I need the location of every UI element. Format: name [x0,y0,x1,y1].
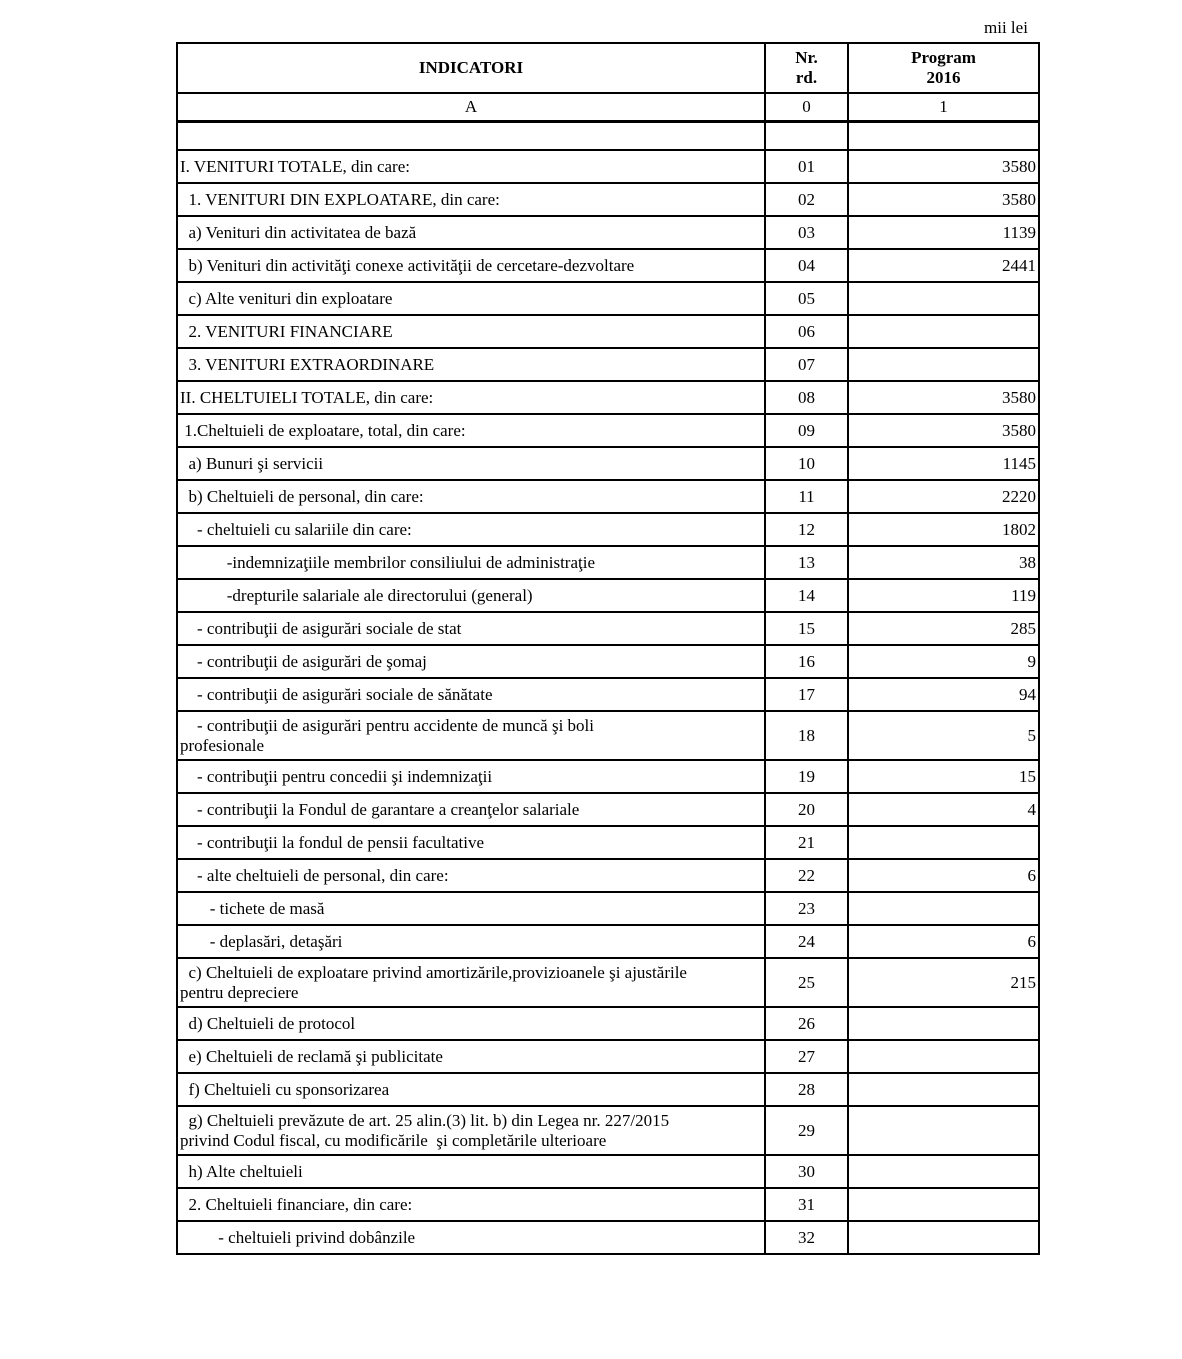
indicator-label: f) Cheltuieli cu sponsorizarea [177,1073,765,1106]
row-number: 30 [765,1155,848,1188]
program-value: 2441 [848,249,1039,282]
program-value: 119 [848,579,1039,612]
program-value: 5 [848,711,1039,760]
header-nr: Nr. rd. [765,43,848,93]
row-number: 18 [765,711,848,760]
row-number: 15 [765,612,848,645]
table-header-row [177,43,1039,93]
program-value: 2220 [848,480,1039,513]
program-value [848,1221,1039,1254]
row-number: 11 [765,480,848,513]
table-row [177,348,1039,381]
program-value: 9 [848,645,1039,678]
program-value [848,315,1039,348]
row-number: 09 [765,414,848,447]
row-number: 01 [765,150,848,183]
table-row [177,612,1039,645]
indicator-label: a) Venituri din activitatea de bază [177,216,765,249]
table-row [177,958,1039,1007]
row-number: 20 [765,793,848,826]
program-value [848,1106,1039,1155]
indicator-label: h) Alte cheltuieli [177,1155,765,1188]
row-number: 23 [765,892,848,925]
row-number: 32 [765,1221,848,1254]
program-value [848,1007,1039,1040]
unit-label: mii lei [984,18,1028,37]
table-row [177,513,1039,546]
row-number: 06 [765,315,848,348]
program-value: 6 [848,859,1039,892]
row-number: 22 [765,859,848,892]
row-number: 13 [765,546,848,579]
indicator-label: b) Venituri din activităţi conexe activităţii de cercetare-dezvoltare [177,249,765,282]
table-row [177,760,1039,793]
indicator-label: e) Cheltuieli de reclamă şi publicitate [177,1040,765,1073]
header-program: Program 2016 [848,43,1039,93]
table-row [177,216,1039,249]
indicator-label: -drepturile salariale ale directorului (general) [177,579,765,612]
table-row [177,1040,1039,1073]
indicator-label: d) Cheltuieli de protocol [177,1007,765,1040]
table-row [177,480,1039,513]
row-number: 25 [765,958,848,1007]
program-value: 3580 [848,414,1039,447]
indicator-label: b) Cheltuieli de personal, din care: [177,480,765,513]
table-row [177,1073,1039,1106]
table-row [177,447,1039,480]
row-number: 19 [765,760,848,793]
row-number: 05 [765,282,848,315]
program-value: 38 [848,546,1039,579]
table-row [177,793,1039,826]
table-row [177,1155,1039,1188]
row-number: 08 [765,381,848,414]
row-number: 26 [765,1007,848,1040]
table-row [177,1106,1039,1155]
program-value: 1802 [848,513,1039,546]
row-number: 17 [765,678,848,711]
indicator-label: - deplasări, detaşări [177,925,765,958]
program-value: 94 [848,678,1039,711]
table-row [177,1188,1039,1221]
column-letter-a: A [177,93,765,122]
indicator-label: 3. VENITURI EXTRAORDINARE [177,348,765,381]
program-value [848,892,1039,925]
table-row [177,315,1039,348]
indicator-label: - contribuţii de asigurări sociale de sănătate [177,678,765,711]
program-value [848,348,1039,381]
row-number: 14 [765,579,848,612]
column-letter-0: 0 [765,93,848,122]
column-letter-1: 1 [848,93,1039,122]
indicator-label: - contribuţii de asigurări pentru accidente de muncă şi boli profesionale [177,711,765,760]
row-number: 28 [765,1073,848,1106]
indicator-label: I. VENITURI TOTALE, din care: [177,150,765,183]
program-value: 285 [848,612,1039,645]
table-row [177,925,1039,958]
indicator-label: 2. VENITURI FINANCIARE [177,315,765,348]
indicator-label: 1. VENITURI DIN EXPLOATARE, din care: [177,183,765,216]
table-row [177,1007,1039,1040]
row-number: 27 [765,1040,848,1073]
table-row [177,826,1039,859]
indicator-label: c) Cheltuieli de exploatare privind amortizările,provizioanele şi ajustările pentru depreciere [177,958,765,1007]
table-row [177,645,1039,678]
program-value: 3580 [848,150,1039,183]
program-value [848,826,1039,859]
indicator-label: - contribuţii pentru concedii şi indemnizaţii [177,760,765,793]
table-row [177,150,1039,183]
table-row [177,859,1039,892]
header-indicators: INDICATORI [177,43,765,93]
row-number: 16 [765,645,848,678]
indicator-label: - contribuţii de asigurări sociale de stat [177,612,765,645]
row-number: 12 [765,513,848,546]
table-row [177,249,1039,282]
table-row [177,892,1039,925]
program-value: 3580 [848,183,1039,216]
row-number: 02 [765,183,848,216]
spacer-cell [177,122,765,151]
row-number: 10 [765,447,848,480]
row-number: 29 [765,1106,848,1155]
indicator-label: II. CHELTUIELI TOTALE, din care: [177,381,765,414]
row-number: 31 [765,1188,848,1221]
table-row [177,678,1039,711]
indicator-label: - alte cheltuieli de personal, din care: [177,859,765,892]
table-row [177,183,1039,216]
program-value [848,1073,1039,1106]
indicator-label: - contribuţii la Fondul de garantare a creanţelor salariale [177,793,765,826]
program-value: 4 [848,793,1039,826]
program-value [848,1188,1039,1221]
row-number: 24 [765,925,848,958]
program-value: 6 [848,925,1039,958]
table-row [177,414,1039,447]
budget-table [176,42,1040,1255]
program-value [848,282,1039,315]
indicator-label: 2. Cheltuieli financiare, din care: [177,1188,765,1221]
spacer-cell [848,122,1039,151]
spacer-row [177,122,1039,151]
table-row [177,282,1039,315]
indicator-label: - tichete de masă [177,892,765,925]
row-number: 04 [765,249,848,282]
indicator-label: - cheltuieli cu salariile din care: [177,513,765,546]
indicator-label: - contribuţii de asigurări de şomaj [177,645,765,678]
table-row [177,381,1039,414]
column-letters-row [177,93,1039,122]
indicator-label: 1.Cheltuieli de exploatare, total, din care: [177,414,765,447]
program-value: 15 [848,760,1039,793]
spacer-cell [765,122,848,151]
program-value: 3580 [848,381,1039,414]
row-number: 07 [765,348,848,381]
program-value: 1139 [848,216,1039,249]
table-row [177,579,1039,612]
indicator-label: g) Cheltuieli prevăzute de art. 25 alin.(3) lit. b) din Legea nr. 227/2015 privind Codul fiscal, cu modificările şi completările ulterioare [177,1106,765,1155]
row-number: 03 [765,216,848,249]
indicator-label: - cheltuieli privind dobânzile [177,1221,765,1254]
program-value [848,1155,1039,1188]
indicator-label: a) Bunuri şi servicii [177,447,765,480]
indicator-label: c) Alte venituri din exploatare [177,282,765,315]
table-row [177,1221,1039,1254]
row-number: 21 [765,826,848,859]
table-row [177,711,1039,760]
program-value [848,1040,1039,1073]
program-value: 1145 [848,447,1039,480]
table-row [177,546,1039,579]
indicator-label: - contribuţii la fondul de pensii facultative [177,826,765,859]
indicator-label: -indemnizaţiile membrilor consiliului de administraţie [177,546,765,579]
program-value: 215 [848,958,1039,1007]
table-body [177,93,1039,1254]
